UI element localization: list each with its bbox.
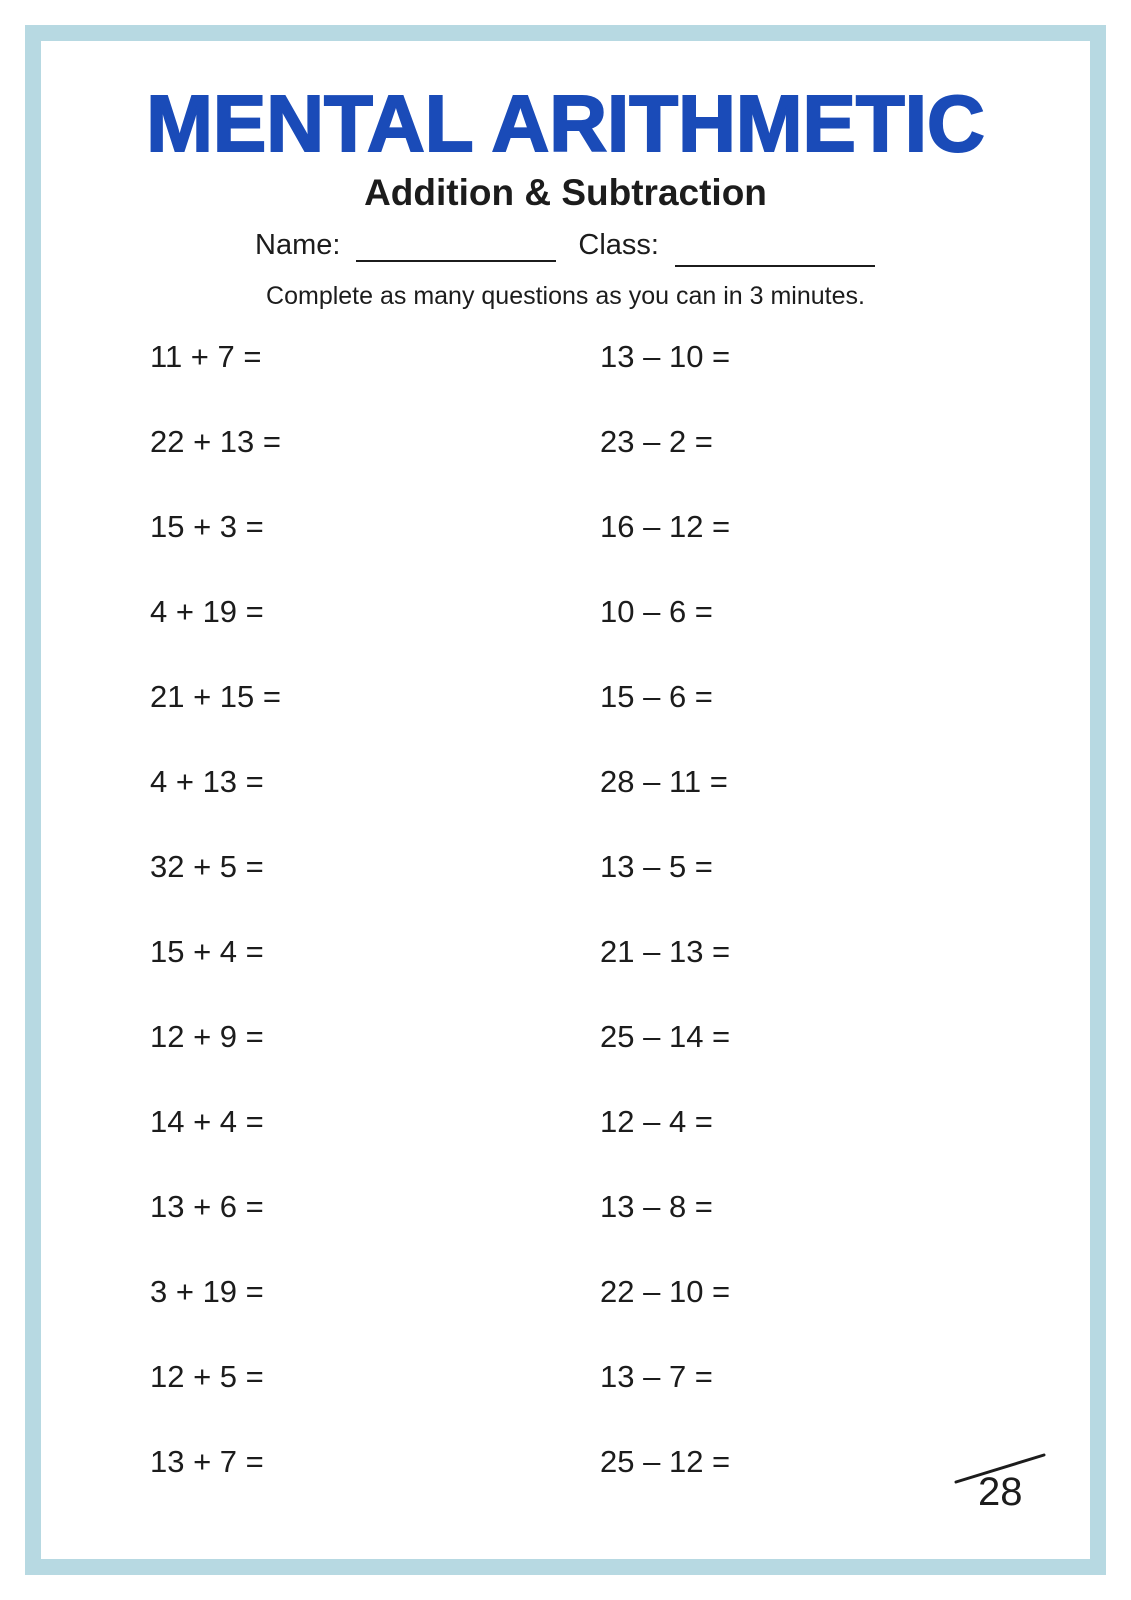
class-blank-line <box>675 237 875 267</box>
problems-grid <box>150 340 730 1530</box>
problem-subtraction-14: 25 – 12 = <box>600 1444 731 1479</box>
problem-subtraction-6: 28 – 11 = <box>600 764 728 799</box>
name-label: Name: <box>255 229 341 261</box>
problem-subtraction-13: 13 – 7 = <box>600 1359 713 1394</box>
problem-subtraction-9: 25 – 14 = <box>600 1019 731 1054</box>
problem-subtraction-10: 12 – 4 = <box>600 1104 713 1139</box>
problem-subtraction-1: 13 – 10 = <box>600 339 731 374</box>
problem-addition-10: 14 + 4 = <box>150 1104 264 1139</box>
page-number: 28 <box>978 1470 1023 1514</box>
problem-subtraction-8: 21 – 13 = <box>600 934 731 969</box>
problem-subtraction-7: 13 – 5 = <box>600 849 713 884</box>
worksheet-subtitle: Addition & Subtraction <box>364 172 767 213</box>
class-label: Class: <box>578 229 659 261</box>
problem-addition-1: 11 + 7 = <box>150 339 262 374</box>
problem-subtraction-11: 13 – 8 = <box>600 1189 713 1224</box>
problem-subtraction-5: 15 – 6 = <box>600 679 713 714</box>
instruction-text: Complete as many questions as you can in 3 minutes. <box>266 282 865 310</box>
problem-addition-8: 15 + 4 = <box>150 934 264 969</box>
name-blank-line <box>356 232 556 262</box>
problem-subtraction-12: 22 – 10 = <box>600 1274 731 1309</box>
problem-addition-12: 3 + 19 = <box>150 1274 264 1309</box>
problem-addition-4: 4 + 19 = <box>150 594 264 629</box>
problem-subtraction-2: 23 – 2 = <box>600 424 713 459</box>
problem-addition-11: 13 + 6 = <box>150 1189 264 1224</box>
problem-subtraction-4: 10 – 6 = <box>600 594 713 629</box>
problem-addition-9: 12 + 9 = <box>150 1019 264 1054</box>
problem-addition-13: 12 + 5 = <box>150 1359 264 1394</box>
problem-addition-2: 22 + 13 = <box>150 424 282 459</box>
problem-addition-7: 32 + 5 = <box>150 849 264 884</box>
problem-addition-5: 21 + 15 = <box>150 679 282 714</box>
problem-addition-3: 15 + 3 = <box>150 509 264 544</box>
problem-addition-14: 13 + 7 = <box>150 1444 264 1479</box>
name-class-row <box>255 228 875 262</box>
problem-addition-6: 4 + 13 = <box>150 764 264 799</box>
page-number-block <box>940 1442 1060 1522</box>
problem-subtraction-3: 16 – 12 = <box>600 509 731 544</box>
worksheet-title: MENTAL ARITHMETIC <box>146 79 985 168</box>
